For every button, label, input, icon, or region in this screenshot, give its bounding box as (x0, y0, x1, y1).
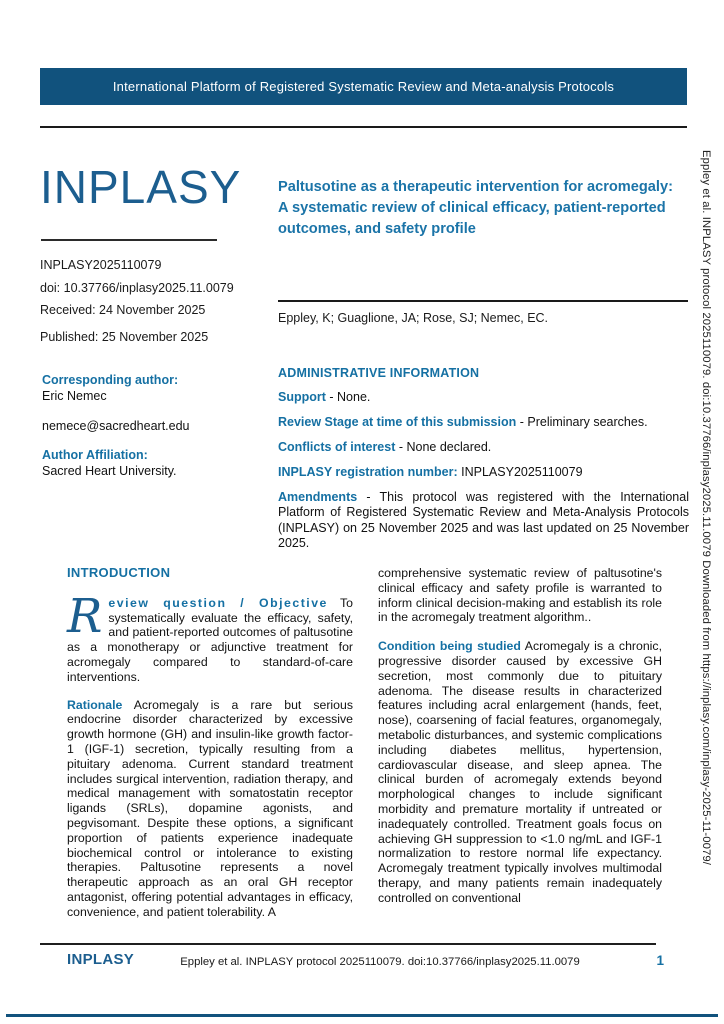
published-date: Published: 25 November 2025 (40, 329, 209, 344)
contact-block (42, 372, 277, 479)
journal-banner-text: International Platform of Registered Systematic Review and Meta-analysis Protocols (112, 79, 615, 94)
admin-item-registration (278, 465, 689, 480)
objective-paragraph (67, 588, 354, 685)
admin-item-support (278, 390, 689, 405)
author-list: Eppley, K; Guaglione, JA; Rose, SJ; Nemec, EC. (278, 311, 549, 325)
footer-logo: INPLASY (67, 951, 135, 968)
top-divider (40, 126, 687, 128)
admin-item-review-stage (278, 415, 689, 430)
admin-item-amendments (278, 490, 689, 551)
affiliation-value: Sacred Heart University. (42, 464, 177, 478)
title-divider (278, 300, 688, 302)
administrative-information (278, 366, 689, 551)
condition-label: Condition being studied (378, 639, 521, 654)
introduction-heading: INTRODUCTION (67, 565, 171, 580)
corresponding-author-name: Eric Nemec (42, 389, 107, 403)
received-date: Received: 24 November 2025 (40, 303, 206, 317)
support-label: Support (278, 390, 326, 404)
corresponding-author-group (42, 372, 277, 404)
email-group (42, 418, 277, 434)
conflicts-label: Conflicts of interest (278, 440, 396, 454)
rationale-continuation-paragraph: comprehensive systematic review of paltusotine's clinical efficacy and safety profile is warranted to inform clinical decision-making and establish its role in the acromegaly treatment algorithm.. (378, 566, 662, 625)
footer-divider (40, 943, 656, 945)
admin-item-conflicts (278, 440, 689, 455)
affiliation-group (42, 447, 277, 479)
conflicts-value: - None declared. (395, 440, 492, 454)
condition-paragraph (378, 639, 662, 905)
registration-value: INPLASY2025110079 (457, 465, 583, 479)
article-title: Paltusotine as a therapeutic intervention for acromegaly: A systematic review of clinical efficacy, patient-reported outcomes, and safety profile (278, 179, 673, 237)
support-value: - None. (325, 390, 371, 404)
introduction-right-column (378, 566, 662, 906)
review-stage-label: Review Stage at time of this submission (278, 415, 517, 429)
vertical-citation-text: Eppley et al. INPLASY protocol 2025110079. doi:10.37766/inplasy2025.11.0079 Downloaded from https://inplasy.com/inplasy-2025-11-0079/ (700, 150, 712, 866)
corresponding-author-email[interactable]: nemece@sacredheart.edu (42, 419, 190, 433)
condition-text: Acromegaly is a chronic, progressive disorder caused by excessive GH secretion, most commonly due to pituitary adenoma. The disease results in characterized features including acral enlargement (hands, feet, nose), coarsening of facial features, organomegaly, metabolic disturbances, and systemic complications including diabetes mellitus, hypertension, cardiovascular disease, and sleep apnea. The clinical burden of acromegaly extends beyond morphological changes to include significant morbidity and premature mortality if untreated or inadequately controlled. Treatment goals focus on achieving GH suppression to <1.0 ng/mL and IGF-1 normalization to restore normal life expectancy. Acromegaly treatment typically involves multimodal therapy, and many patients remain inadequately controlled on conventional (378, 639, 662, 905)
dropcap-letter: R (67, 588, 103, 644)
rationale-text: Acromegaly is a rare but serious endocrine disorder characterized by excessive growth hormone (GH) and insulin-like growth factor-1 (IGF-1) secretion, typically resulting from a pituitary adenoma. Current standard treatment includes surgical intervention, radiation therapy, and medical management with somatostatin receptor ligands (SRLs), dopamine agonists, and pegvisomant. Despite these options, a significant proportion of patients experience inadequate biochemical control or intolerance to existing therapies. Paltusotine represents a novel therapeutic approach as an oral GH receptor antagonist, offering potential advantages in efficacy, convenience, and patient tolerability. A (67, 697, 353, 919)
amendments-label: Amendments (278, 490, 358, 504)
footer-citation: Eppley et al. INPLASY protocol 2025110079. doi:10.37766/inplasy2025.11.0079 (180, 956, 580, 968)
rationale-paragraph (67, 698, 353, 920)
page-number: 1 (656, 953, 664, 968)
registration-label: INPLASY registration number: (278, 465, 458, 479)
objective-text: To systematically evaluate the efficacy, safety, and patient-reported outcomes of paltusotine as a monotherapy or adjunctive treatment for acromegaly compared to standard-of-care interventions. (67, 595, 354, 684)
admin-heading: ADMINISTRATIVE INFORMATION (278, 366, 480, 380)
objective-label: eview question / Objective (108, 595, 328, 610)
bottom-accent-rule (6, 1014, 718, 1017)
registration-id: INPLASY2025110079 (40, 258, 162, 272)
corresponding-author-label: Corresponding author: (42, 373, 179, 387)
inplasy-logo: INPLASY (40, 161, 242, 213)
journal-banner (40, 68, 687, 105)
review-stage-value: - Preliminary searches. (516, 415, 648, 429)
rationale-label: Rationale (67, 697, 123, 712)
logo-divider (41, 239, 217, 241)
amendments-text: - This protocol was registered with the International Platform of Registered Systematic Review and Meta-Analysis Protocols (INPLASY) on 25 November 2025 and was last updated on 25 November 2025. (278, 490, 689, 550)
masthead-info (40, 254, 290, 348)
doi-line: doi: 10.37766/inplasy2025.11.0079 (40, 280, 234, 295)
affiliation-label: Author Affiliation: (42, 448, 148, 462)
introduction-left-column (67, 566, 353, 920)
